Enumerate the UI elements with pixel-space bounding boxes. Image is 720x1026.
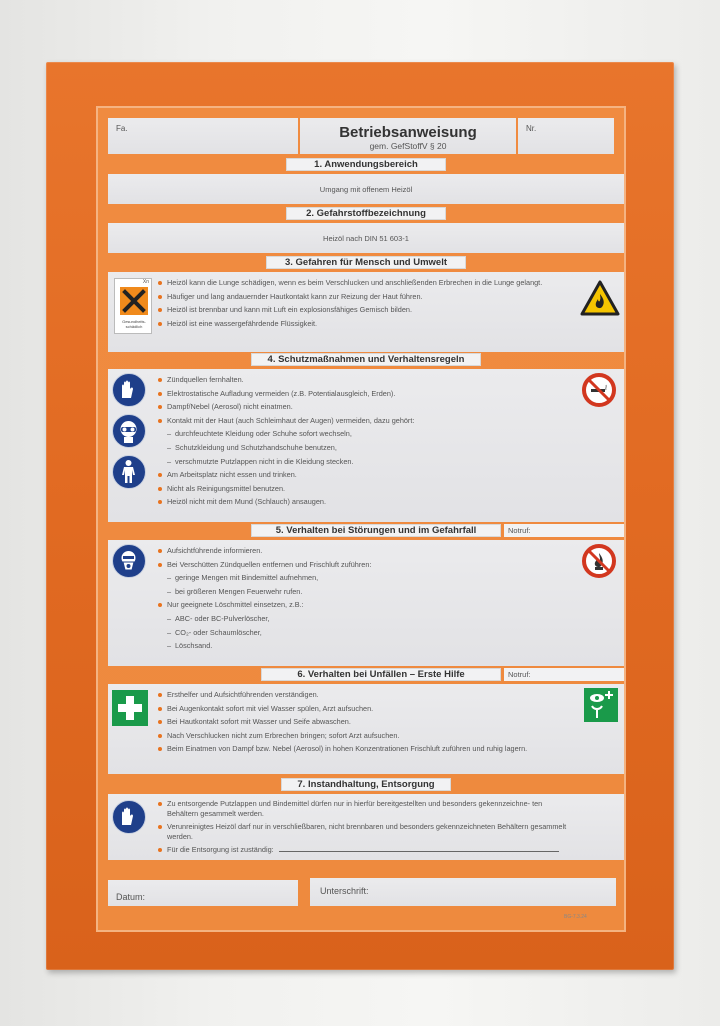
- section-6-list: [158, 688, 570, 756]
- gloves-icon: [112, 373, 146, 407]
- harmful-xn-icon: [114, 278, 152, 334]
- list-item: Heizöl nicht mit dem Mund (Schlauch) ansaugen.: [158, 495, 558, 509]
- list-item: – Schutzkleidung und Schutzhandschuhe benutzen,: [158, 441, 558, 455]
- list-item: Kontakt mit der Haut (auch Schleimhaut der Augen) vermeiden, dazu gehört:: [158, 414, 558, 428]
- section-7-list: [158, 797, 570, 857]
- list-item: Am Arbeitsplatz nicht essen und trinken.: [158, 468, 558, 482]
- signature-field[interactable]: [310, 878, 616, 906]
- goggles-icon: [112, 414, 146, 448]
- section-1-text: Umgang mit offenem Heizöl: [319, 185, 413, 194]
- list-item: Beim Einatmen von Dampf bzw. Nebel (Aerosol) in hohen Konzentrationen Frischluft zuführen und ruhig lagern.: [158, 742, 570, 756]
- list-item: – verschmutzte Putzlappen nicht in die Kleidung stecken.: [158, 455, 558, 469]
- list-item: – Löschsand.: [158, 639, 558, 653]
- list-item: Häufiger und lang andauernder Hautkontakt kann zur Reizung der Haut führen.: [158, 290, 570, 304]
- firm-label: Fa.: [116, 124, 128, 133]
- section-5-panel: [108, 540, 624, 666]
- date-label: Datum:: [116, 892, 146, 902]
- section-6-panel: [108, 684, 624, 774]
- list-item: – CO₂- oder Schaumlöscher,: [158, 626, 558, 640]
- list-item: Nicht als Reinigungsmittel benutzen.: [158, 482, 558, 496]
- section-7-panel: [108, 794, 624, 860]
- list-item: Heizöl ist eine wassergefährdende Flüssigkeit.: [158, 317, 570, 331]
- list-item: Nach Verschlucken nicht zum Erbrechen bringen; sofort Arzt aufsuchen.: [158, 729, 570, 743]
- section-2-panel: [108, 223, 624, 253]
- section-2-title: 2. Gefahrstoffbezeichnung: [286, 207, 446, 220]
- section-4-title: 4. Schutzmaßnahmen und Verhaltensregeln: [251, 353, 481, 366]
- section-6-title: 6. Verhalten bei Unfällen – Erste Hilfe: [261, 668, 501, 681]
- flammable-warning-icon: [580, 280, 620, 316]
- list-item: – geringe Mengen mit Bindemittel aufnehmen,: [158, 571, 558, 585]
- list-item: – ABC- oder BC-Pulverlöscher,: [158, 612, 558, 626]
- section-4-list: [158, 373, 558, 509]
- section-7-title: 7. Instandhaltung, Entsorgung: [281, 778, 451, 791]
- instruction-sheet: [96, 106, 626, 932]
- respirator-icon: [112, 544, 146, 578]
- title-box: [300, 118, 516, 154]
- disposal-label: Für die Entsorgung ist zuständig:: [167, 845, 274, 854]
- section-5-list: [158, 544, 558, 653]
- list-item: Zu entsorgende Putzlappen und Bindemittel dürfen nur in hierfür bereitgestellten und besonders gekennzeichne- ten Behältern gesammelt werden.: [158, 797, 570, 820]
- list-item: Bei Verschütten Zündquellen entfernen und Frischluft zuführen:: [158, 558, 558, 572]
- number-field[interactable]: [518, 118, 614, 154]
- section-1-title: 1. Anwendungsbereich: [286, 158, 446, 171]
- form-code: BG-7.3.24: [564, 914, 587, 920]
- list-item: Heizöl ist brennbar und kann mit Luft ein explosionsfähiges Gemisch bilden.: [158, 303, 570, 317]
- section-5-notruf[interactable]: Notruf:: [504, 524, 624, 537]
- list-item: Bei Augenkontakt sofort mit viel Wasser spülen, Arzt aufsuchen.: [158, 702, 570, 716]
- page-subtitle: gem. GefStoffV § 20: [369, 141, 447, 151]
- protective-suit-icon: [112, 455, 146, 489]
- poster-frame: [46, 62, 674, 970]
- section-1-panel: [108, 174, 624, 204]
- list-item: Dampf/Nebel (Aerosol) nicht einatmen.: [158, 400, 558, 414]
- first-aid-cross-icon: [112, 690, 148, 726]
- list-item: Ersthelfer und Aufsichtführenden verständigen.: [158, 688, 570, 702]
- hazard-label: Gesundheits- schädlich: [122, 319, 146, 329]
- section-6-notruf[interactable]: Notruf:: [504, 668, 624, 681]
- list-item: [158, 843, 570, 857]
- signature-label: Unterschrift:: [320, 886, 369, 896]
- number-label: Nr.: [526, 124, 537, 133]
- list-item: Elektrostatische Aufladung vermeiden (z.B. Potentialausgleich, Erden).: [158, 387, 558, 401]
- hazard-letter: Xn: [142, 279, 149, 285]
- list-item: – bei größeren Mengen Feuerwehr rufen.: [158, 585, 558, 599]
- date-field[interactable]: [108, 880, 298, 906]
- gloves-icon: [112, 800, 146, 834]
- section-3-panel: [108, 272, 624, 352]
- disposal-responsible-line[interactable]: [279, 844, 559, 852]
- section-3-title: 3. Gefahren für Mensch und Umwelt: [266, 256, 466, 269]
- section-3-list: [158, 276, 570, 330]
- list-item: Verunreinigtes Heizöl darf nur in verschließbaren, nicht brennbaren und besonders gekennzeichneten Behältern gesammelt werden.: [158, 820, 570, 843]
- section-2-text: Heizöl nach DIN 51 603-1: [323, 234, 409, 243]
- list-item: Nur geeignete Löschmittel einsetzen, z.B.:: [158, 598, 558, 612]
- list-item: – durchfeuchtete Kleidung oder Schuhe sofort wechseln,: [158, 427, 558, 441]
- list-item: Heizöl kann die Lunge schädigen, wenn es beim Verschlucken und anschließenden Erbrechen in die Lunge gelangt.: [158, 276, 570, 290]
- section-4-panel: [108, 369, 624, 522]
- page-title: Betriebsanweisung: [339, 124, 477, 141]
- no-smoking-icon: [582, 373, 616, 407]
- list-item: Aufsichtführende informieren.: [158, 544, 558, 558]
- eye-wash-icon: [584, 688, 618, 722]
- list-item: Zündquellen fernhalten.: [158, 373, 558, 387]
- firm-field[interactable]: [108, 118, 298, 154]
- list-item: Bei Hautkontakt sofort mit Wasser und Seife abwaschen.: [158, 715, 570, 729]
- no-open-flame-icon: [582, 544, 616, 578]
- section-5-title: 5. Verhalten bei Störungen und im Gefahrfall: [251, 524, 501, 537]
